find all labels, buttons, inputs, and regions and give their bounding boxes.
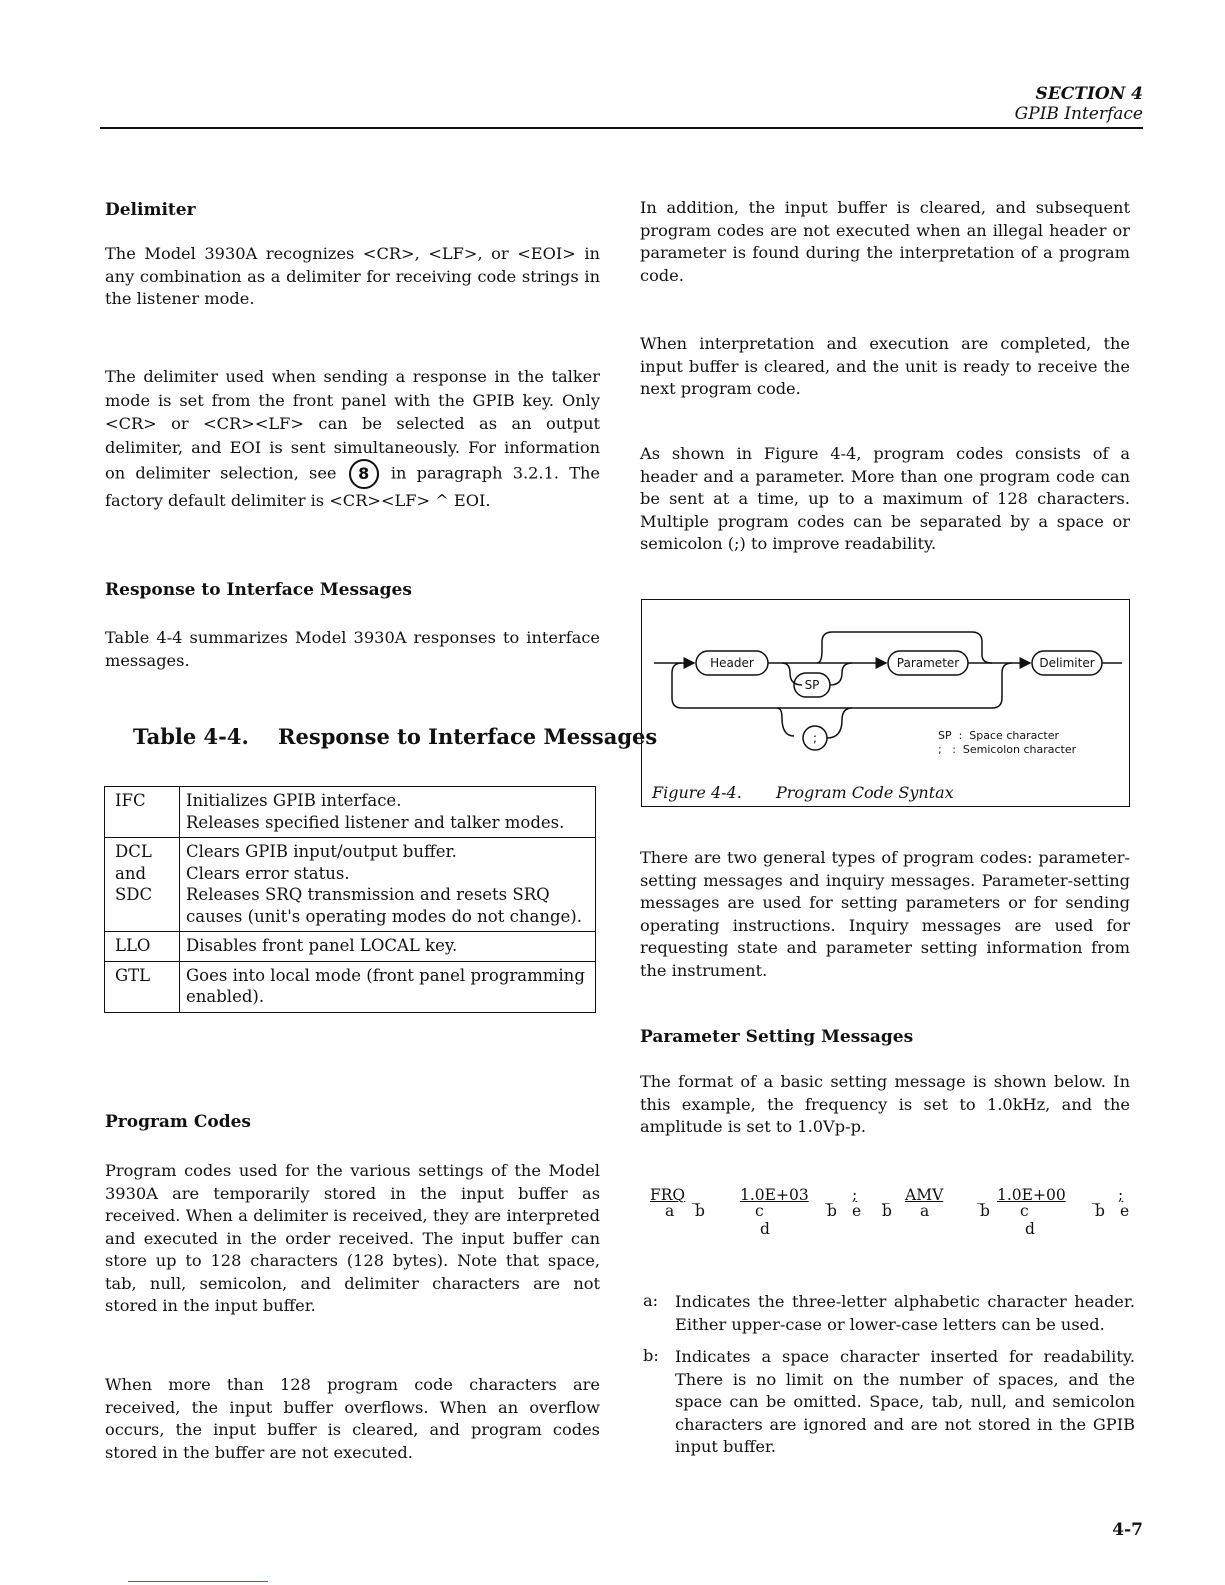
- definition-text: Indicates the three-letter alphabetic character header. Either upper-case or lower-case letters can be used.: [675, 1292, 1135, 1334]
- definition-label: b:: [643, 1346, 659, 1365]
- table-cell-message: LLO: [105, 932, 180, 962]
- code-token: _: [825, 1186, 833, 1204]
- circled-key-8-icon: 8: [349, 459, 379, 489]
- program-codes-heading: Program Codes: [105, 1112, 251, 1132]
- response-heading: Response to Interface Messages: [105, 580, 412, 600]
- code-token: ;: [1118, 1186, 1124, 1204]
- section-label: SECTION 4: [1035, 84, 1143, 104]
- code-token: AMV: [905, 1186, 944, 1204]
- code-letter: a: [665, 1202, 675, 1220]
- definition-label: a:: [643, 1291, 659, 1310]
- header-rule: [100, 127, 1143, 129]
- right-paragraph-2: When interpretation and execution are completed, the input buffer is cleared, and the unit is ready to receive the next program code.: [640, 334, 1130, 398]
- code-letter-d: d: [1025, 1220, 1035, 1238]
- legend-semicolon: ; : Semicolon character: [938, 743, 1077, 756]
- section-subtitle: GPIB Interface: [1014, 104, 1143, 124]
- right-paragraph-1: In addition, the input buffer is cleared, and subsequent program codes are not executed when an illegal header or parameter is found during the interpretation of a program code.: [640, 198, 1130, 285]
- code-token: _: [977, 1186, 985, 1204]
- bottom-link-mark: [128, 1581, 268, 1582]
- code-letter: b: [827, 1202, 837, 1220]
- table-row: [105, 838, 596, 932]
- code-token: FRQ: [650, 1186, 686, 1204]
- table-cell-message: GTL: [105, 961, 180, 1012]
- delimiter-paragraph-2: [105, 365, 600, 513]
- program-codes-paragraph-2: When more than 128 program code characters are received, the input buffer overflows. When an overflow occurs, the input buffer is cleared, and program codes stored in the buffer are not executed.: [105, 1375, 600, 1462]
- delimiter-p2-text-b: in paragraph 3.2.1. The factory default delimiter is <CR><LF> ^ EOI.: [105, 463, 600, 510]
- delimiter-p2-text-a: The delimiter used when sending a response in the talker mode is set from the front panel with the GPIB key. Only <CR> or <CR><LF> can be selected as an output delimiter, and EOI is sent simultaneously. For information on delimiter selection, see: [105, 367, 600, 483]
- figure-program-code-syntax: [641, 599, 1130, 807]
- code-letter: b: [882, 1202, 892, 1220]
- right-paragraph-4: There are two general types of program codes: parameter-setting messages and inquiry messages. Parameter-setting messages are used for setting parameters or for sending operating instructions. Inquiry messages are used for requesting state and parameter setting information from the instrument.: [640, 848, 1130, 980]
- right-paragraph-5: The format of a basic setting message is shown below. In this example, the frequency is set to 1.0kHz, and the amplitude is set to 1.0Vp-p.: [640, 1072, 1130, 1136]
- code-token: ;: [852, 1186, 858, 1204]
- program-codes-paragraph-1: Program codes used for the various settings of the Model 3930A are temporarily stored in the input buffer as received. When a delimiter is received, they are interpreted and executed in the order received. The input buffer can store up to 128 characters (128 bytes). Note that space, tab, null, semicolon, and delimiter characters are not stored in the input buffer.: [105, 1161, 600, 1315]
- figure-caption-number: Figure 4-4.: [652, 783, 742, 802]
- code-letter: b: [1095, 1202, 1105, 1220]
- semicolon-node-label: ;: [812, 731, 818, 745]
- code-letter: b: [695, 1202, 705, 1220]
- parameter-node-label: Parameter: [896, 656, 960, 670]
- code-letter: c: [1020, 1202, 1029, 1220]
- code-letter: b: [980, 1202, 990, 1220]
- header-node-label: Header: [710, 656, 754, 670]
- parameter-setting-heading: Parameter Setting Messages: [640, 1027, 914, 1047]
- code-letter: a: [920, 1202, 930, 1220]
- legend-sp: SP : Space character: [938, 729, 1059, 742]
- right-paragraph-3: As shown in Figure 4-4, program codes consists of a header and a parameter. More than one program code can be sent at a time, up to a maximum of 128 characters. Multiple program codes can be separated by a space or semicolon (;) to improve readability.: [640, 444, 1130, 553]
- table-cell-response: Initializes GPIB interface. Releases specified listener and talker modes.: [180, 787, 596, 838]
- code-token: 1.0E+00: [997, 1186, 1066, 1204]
- table-cell-response: Clears GPIB input/output buffer. Clears error status. Releases SRQ transmission and resets SRQ causes (unit's operating modes do not change).: [180, 838, 596, 932]
- page-number: 4-7: [1112, 1520, 1143, 1540]
- delimiter-paragraph-1: The Model 3930A recognizes <CR>, <LF>, or <EOI> in any combination as a delimiter for receiving code strings in the listener mode.: [105, 244, 600, 308]
- code-token: 1.0E+03: [740, 1186, 809, 1204]
- table-cell-message: IFC: [105, 787, 180, 838]
- response-table: [104, 786, 596, 1013]
- table-row: [105, 932, 596, 962]
- code-letter: e: [852, 1202, 862, 1220]
- table-cell-message: DCL and SDC: [105, 838, 180, 932]
- code-token: _: [692, 1186, 700, 1204]
- code-letter: e: [1120, 1202, 1130, 1220]
- table-row: [105, 787, 596, 838]
- code-letter: c: [755, 1202, 764, 1220]
- code-token: _: [1092, 1186, 1100, 1204]
- code-token: _: [882, 1186, 890, 1204]
- code-letter-d: d: [760, 1220, 770, 1238]
- code-example: [640, 1186, 1130, 1246]
- sp-node-label: SP: [804, 678, 820, 692]
- table-row: [105, 961, 596, 1012]
- table-cell-response: Disables front panel LOCAL key.: [180, 932, 596, 962]
- definition-text: Indicates a space character inserted for readability. There is no limit on the number of spaces, and the space can be omitted. Space, tab, null, and semicolon characters are ignored and are not stored in the GPIB input buffer.: [675, 1347, 1135, 1456]
- table-cell-response: Goes into local mode (front panel programming enabled).: [180, 961, 596, 1012]
- response-paragraph: Table 4-4 summarizes Model 3930A responses to interface messages.: [105, 628, 600, 670]
- delimiter-heading: Delimiter: [105, 200, 196, 220]
- syntax-diagram: [642, 600, 1129, 806]
- delimiter-node-label: Delimiter: [1039, 656, 1095, 670]
- figure-caption-title: Program Code Syntax: [776, 783, 954, 802]
- table-caption: Table 4-4. Response to Interface Messages: [133, 724, 658, 749]
